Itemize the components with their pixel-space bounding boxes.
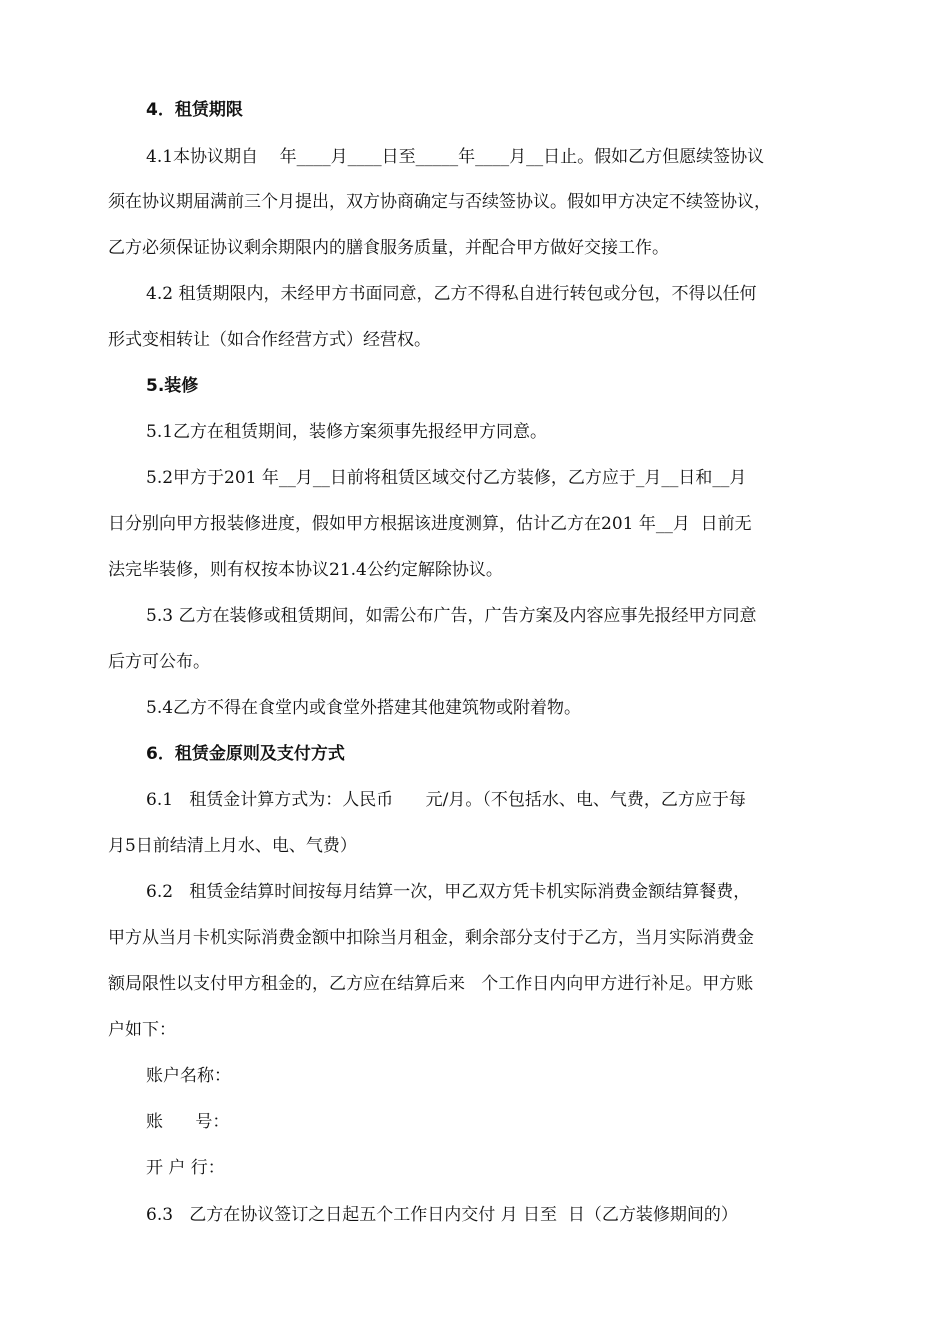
paragraph-line: 6.1 租赁金计算方式为：人民币 元/月。（不包括水、电、气费，乙方应于每 — [146, 790, 746, 810]
paragraph-line: 乙方必须保证协议剩余期限内的膳食服务质量，并配合甲方做好交接工作。 — [108, 238, 669, 258]
account-name-label: 账户名称： — [146, 1066, 231, 1086]
paragraph-line: 额局限性以支付甲方租金的，乙方应在结算后来 个工作日内向甲方进行补足。甲方账 — [108, 974, 754, 994]
paragraph-line: 后方可公布。 — [108, 652, 210, 672]
paragraph-line: 5.3 乙方在装修或租赁期间，如需公布广告，广告方案及内容应事先报经甲方同意 — [146, 606, 757, 626]
paragraph-line: 甲方从当月卡机实际消费金额中扣除当月租金，剩余部分支付于乙方，当月实际消费金 — [108, 928, 754, 948]
paragraph-line: 须在协议期届满前三个月提出，双方协商确定与否续签协议。假如甲方决定不续签协议， — [108, 192, 771, 212]
section-heading-lease-term: 4．租赁期限 — [146, 100, 243, 120]
paragraph-line: 4.2 租赁期限内，未经甲方书面同意，乙方不得私自进行转包或分包，不得以任何 — [146, 284, 757, 304]
paragraph-line: 形式变相转让（如合作经营方式）经营权。 — [108, 330, 431, 350]
paragraph-line: 日分别向甲方报装修进度，假如甲方根据该进度测算，估计乙方在201 年__月 日前无 — [108, 514, 752, 534]
paragraph-line: 月5日前结清上月水、电、气费） — [108, 836, 357, 856]
paragraph-line: 户如下： — [108, 1020, 176, 1040]
bank-label: 开 户 行： — [146, 1158, 225, 1178]
section-heading-decoration: 5.装修 — [146, 376, 199, 396]
paragraph-line: 法完毕装修，则有权按本协议21.4公约定解除协议。 — [108, 560, 503, 580]
paragraph-line: 5.2甲方于201 年__月__日前将租赁区域交付乙方装修，乙方应于_月__日和__月 — [146, 468, 747, 488]
section-heading-rent-payment: 6．租赁金原则及支付方式 — [146, 744, 345, 764]
paragraph-line: 6.2 租赁金结算时间按每月结算一次，甲乙双方凭卡机实际消费金额结算餐费， — [146, 882, 751, 902]
paragraph-line: 5.1乙方在租赁期间，装修方案须事先报经甲方同意。 — [146, 422, 548, 442]
paragraph-line: 5.4乙方不得在食堂内或食堂外搭建其他建筑物或附着物。 — [146, 698, 582, 718]
paragraph-line: 6.3 乙方在协议签订之日起五个工作日内交付 月 日至 日（乙方装修期间的） — [146, 1205, 738, 1225]
paragraph-line: 4.1本协议期自 年____月____日至_____年____月__日止。假如乙方但愿续签协议 — [146, 147, 765, 167]
account-number-label: 账 号： — [146, 1112, 230, 1132]
